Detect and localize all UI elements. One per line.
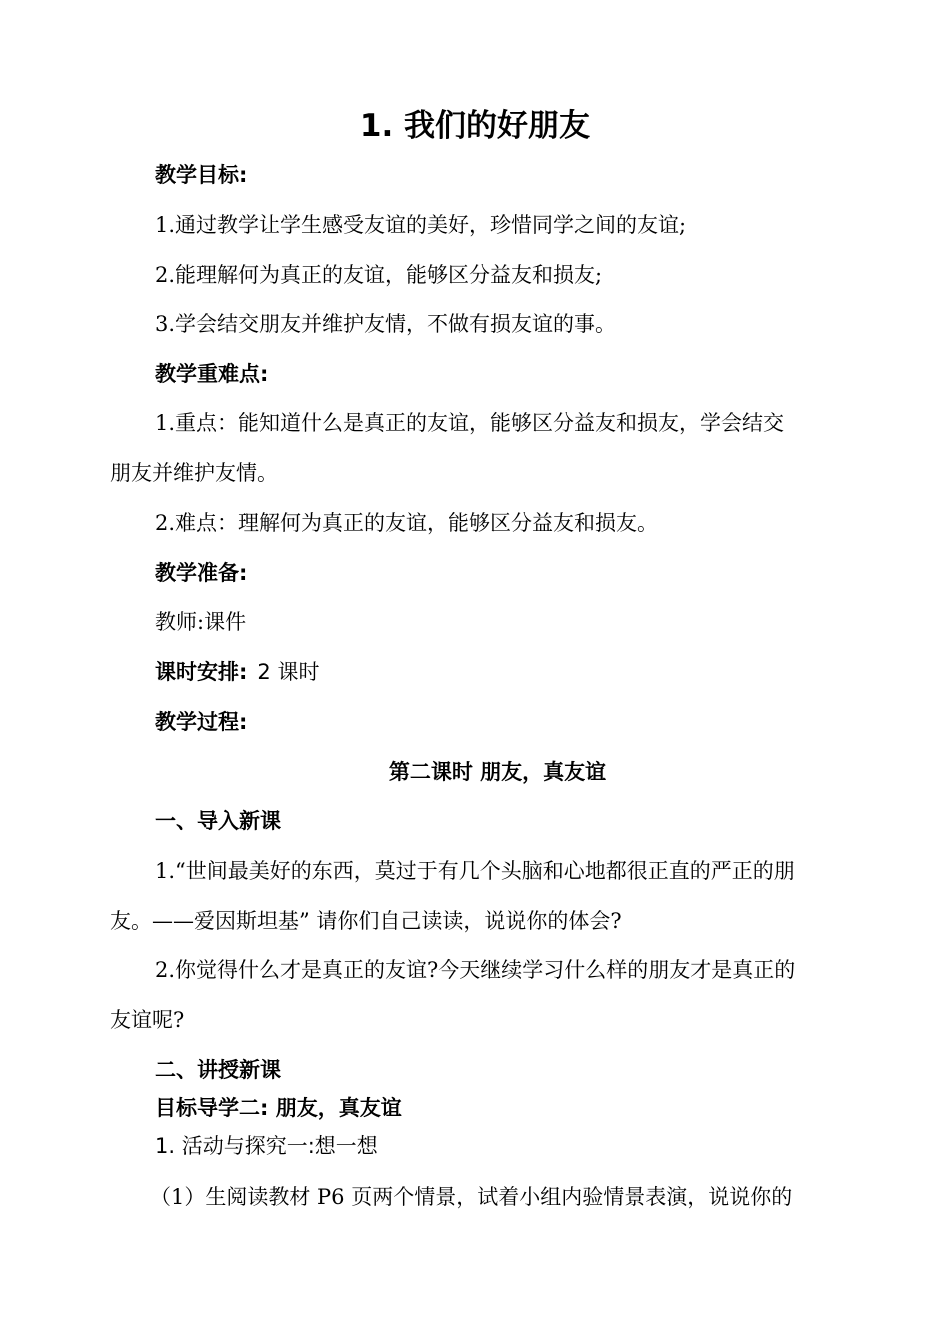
section-1-paragraph-2-line-1: 2.你觉得什么才是真正的友谊?今天继续学习什么样的朋友才是真正的 [155,958,796,982]
section-1-paragraph-1-line-2: 友。——爱因斯坦基” 请你们自己读读，说说你的体会? [110,909,622,933]
keypoint-item-1-line-2: 朋友并维护友情。 [110,461,278,485]
objectives-heading: 教学目标: [155,163,248,187]
keypoint-item-2: 2.难点：理解何为真正的友谊，能够区分益友和损友。 [155,511,659,535]
objective-item-3: 3.学会结交朋友并维护友情，不做有损友谊的事。 [155,312,617,336]
section-2-activity: 1. 活动与探究一:想一想 [155,1134,378,1158]
section-1-paragraph-2-line-2: 友谊呢? [110,1008,185,1032]
preparation-text: 教师:课件 [155,610,247,634]
section-2-item-1: （1）生阅读教材 P6 页两个情景，试着小组内验情景表演，说说你的 [150,1185,793,1209]
process-heading: 教学过程: [155,710,248,734]
section-2-goal: 目标导学二: 朋友，真友谊 [155,1096,402,1120]
schedule-value: 2 课时 [257,660,320,684]
keypoints-heading: 教学重难点: [155,362,269,386]
document-title: 1. 我们的好朋友 [359,108,591,144]
preparation-heading: 教学准备: [155,561,248,585]
section-2-heading: 二、讲授新课 [155,1058,281,1082]
keypoint-item-1-line-1: 1.重点：能知道什么是真正的友谊，能够区分益友和损友，学会结交 [155,411,785,435]
schedule-line [155,657,319,687]
objective-item-1: 1.通过教学让学生感受友谊的美好，珍惜同学之间的友谊; [155,213,687,237]
section-1-heading: 一、导入新课 [155,809,281,833]
lesson-title: 第二课时 朋友，真友谊 [388,760,607,784]
objective-item-2: 2.能理解何为真正的友谊，能够区分益友和损友; [155,263,603,287]
section-1-paragraph-1-line-1: 1.“世间最美好的东西，莫过于有几个头脑和心地都很正直的严正的朋 [155,859,795,883]
schedule-label: 课时安排: [155,660,248,684]
